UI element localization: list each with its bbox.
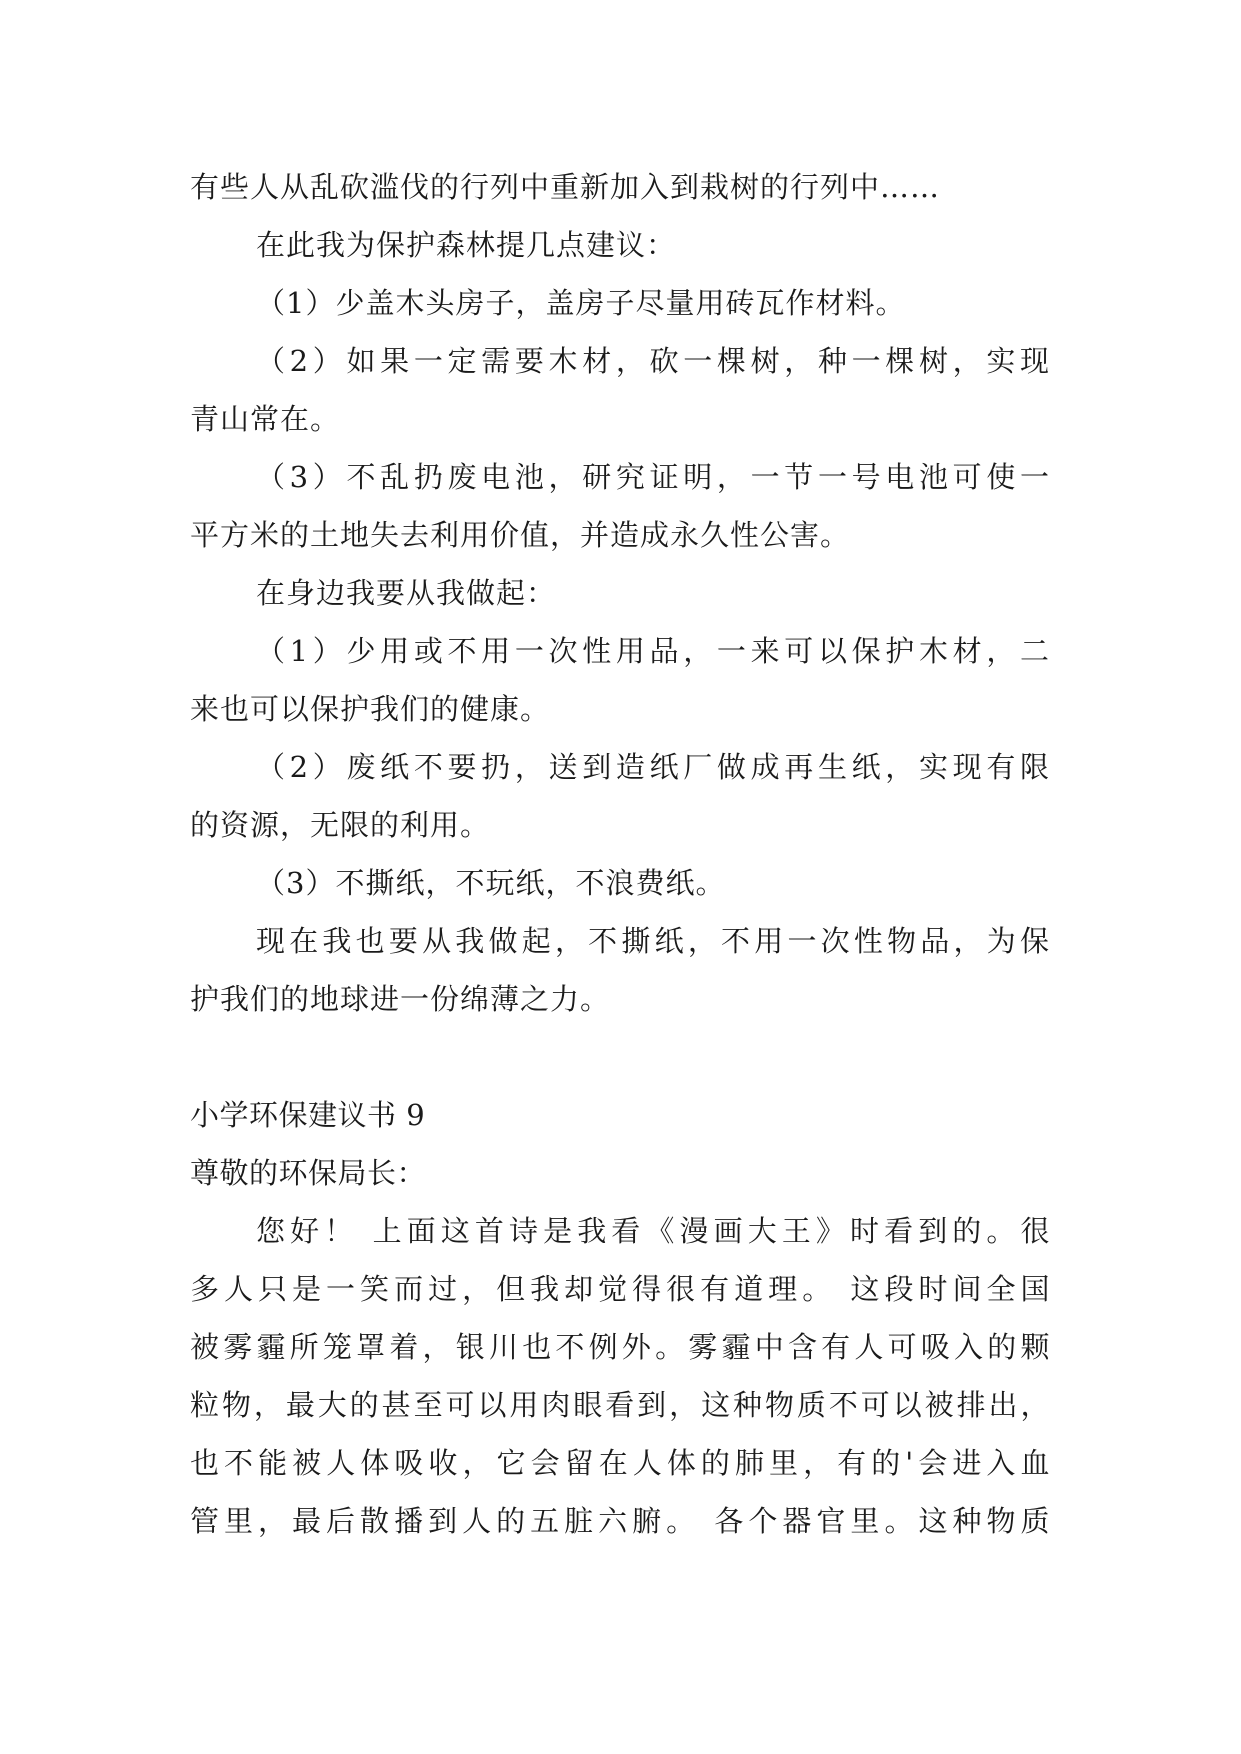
text-line: 粒物，最大的甚至可以用肉眼看到，这种物质不可以被排出，	[190, 1388, 1050, 1422]
section-title: 小学环保建议书 9	[190, 1098, 426, 1132]
text-line: （2）如果一定需要木材，砍一棵树，种一棵树，实现	[256, 344, 1050, 378]
section-forest-suggestions	[190, 158, 1050, 1028]
letter-body	[190, 1202, 1050, 1550]
text-line: 您好！ 上面这首诗是我看《漫画大王》时看到的。很	[256, 1214, 1050, 1248]
text-line: （1）少盖木头房子，盖房子尽量用砖瓦作材料。	[256, 286, 906, 320]
text-line: 护我们的地球进一份绵薄之力。	[190, 982, 611, 1016]
salutation: 尊敬的环保局长：	[190, 1156, 427, 1190]
text-line: 现在我也要从我做起，不撕纸，不用一次性物品，为保	[256, 924, 1050, 958]
text-line: 来也可以保护我们的健康。	[190, 692, 551, 726]
document-page	[190, 158, 1050, 1598]
text-line: 平方米的土地失去利用价值，并造成永久性公害。	[190, 518, 851, 552]
text-line: （3）不乱扔废电池，研究证明，一节一号电池可使一	[256, 460, 1050, 494]
text-line: 的资源，无限的利用。	[190, 808, 491, 842]
text-line: （3）不撕纸，不玩纸，不浪费纸。	[256, 866, 726, 900]
text-line: （2）废纸不要扔，送到造纸厂做成再生纸，实现有限	[256, 750, 1050, 784]
text-line: 在此我为保护森林提几点建议：	[256, 228, 677, 262]
text-line: 被雾霾所笼罩着，银川也不例外。雾霾中含有人可吸入的颗	[190, 1330, 1050, 1364]
text-line: 管里，最后散播到人的五脏六腑。 各个器官里。这种物质	[190, 1504, 1050, 1538]
section-gap	[190, 1028, 1050, 1086]
section-letter	[190, 1086, 1050, 1550]
text-line: 也不能被人体吸收，它会留在人体的肺里，有的'会进入血	[190, 1446, 1050, 1480]
text-line: （1）少用或不用一次性用品，一来可以保护木材，二	[256, 634, 1050, 668]
text-line: 青山常在。	[190, 402, 341, 436]
text-line: 在身边我要从我做起：	[256, 576, 557, 610]
text-line: 有些人从乱砍滥伐的行列中重新加入到栽树的行列中……	[190, 170, 941, 204]
text-line: 多人只是一笑而过，但我却觉得很有道理。 这段时间全国	[190, 1272, 1050, 1306]
